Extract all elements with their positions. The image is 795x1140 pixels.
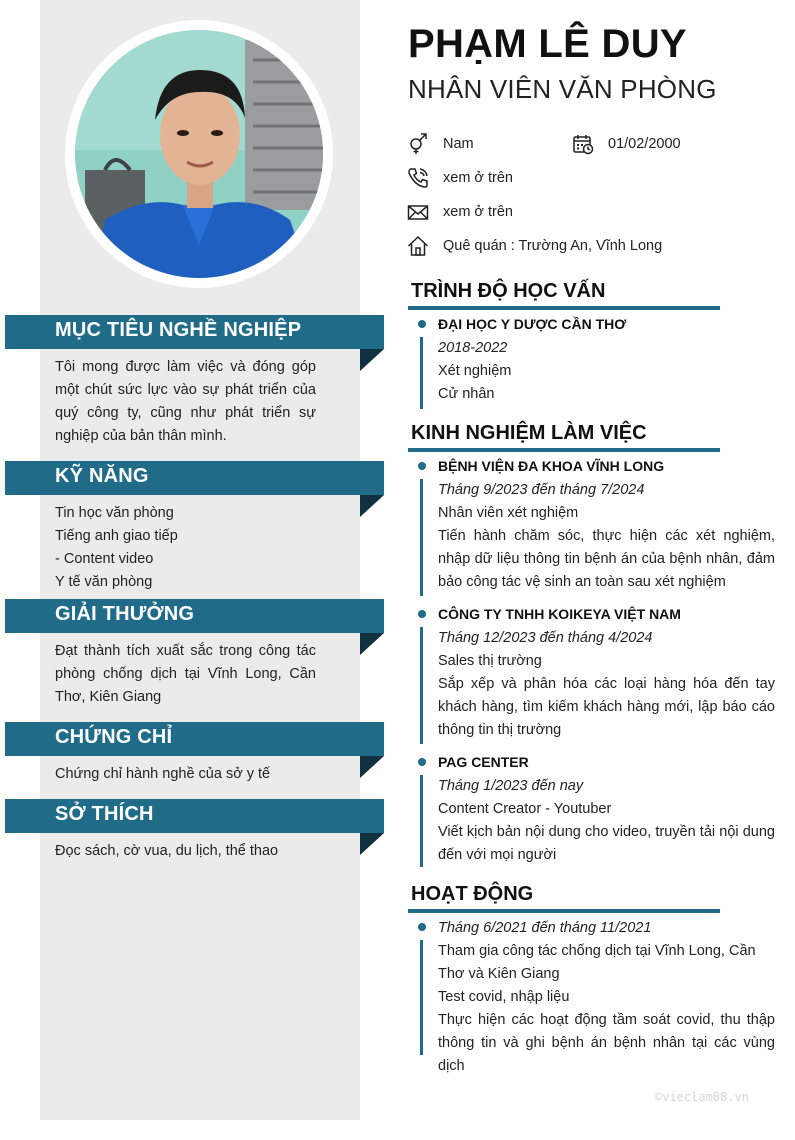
section-rule <box>408 448 720 452</box>
experience-period: Tháng 12/2023 đến tháng 4/2024 <box>438 630 653 646</box>
section-rule <box>408 306 720 310</box>
certificates-text: Chứng chỉ hành nghề của sở y tế <box>55 766 271 782</box>
ribbon-fold <box>360 495 384 517</box>
timeline-dot <box>418 610 426 618</box>
calendar-icon <box>572 133 594 155</box>
section-title-education: TRÌNH ĐỘ HỌC VẤN <box>411 280 606 302</box>
skill-item: Tin học văn phòng <box>55 505 174 521</box>
education-school: ĐẠI HỌC Y DƯỢC CẦN THƠ <box>438 316 627 332</box>
section-header-awards <box>5 599 384 633</box>
timeline-line <box>420 479 423 596</box>
ribbon-fold <box>360 833 384 855</box>
experience-period: Tháng 9/2023 đến tháng 7/2024 <box>438 482 645 498</box>
section-header-objective <box>5 315 384 349</box>
section-title-experience: KINH NGHIỆM LÀM VIỆC <box>411 422 647 444</box>
experience-description: Sắp xếp và phân hóa các loại hàng hóa đến tay khách hàng, tìm kiếm khách hàng mới, lập báo cáo thông tin thị trường <box>438 676 775 738</box>
phone-icon <box>407 167 429 189</box>
section-header-skills <box>5 461 384 495</box>
education-period: 2018-2022 <box>438 340 508 356</box>
hobbies-text: Đọc sách, cờ vua, du lịch, thể thao <box>55 843 279 859</box>
experience-position: Nhân viên xét nghiệm <box>438 505 579 521</box>
timeline-dot <box>418 923 426 931</box>
timeline-dot <box>418 320 426 328</box>
mail-icon <box>407 201 429 223</box>
activity-line: Thực hiện các hoạt động tầm soát covid, thu thập thông tin và ghi bệnh án bệnh nhân tại các vùng dịch <box>438 1012 775 1074</box>
section-title-hobbies: SỞ THÍCH <box>55 803 154 825</box>
experience-description: Tiến hành chăm sóc, thực hiện các xét nghiệm, nhập dữ liệu thông tin bệnh án của bệnh nhân, đảm bảo công tác vệ sinh an toàn sau xét nghiệm <box>438 528 775 590</box>
timeline-dot <box>418 758 426 766</box>
experience-company: BỆNH VIỆN ĐA KHOA VĨNH LONG <box>438 458 665 474</box>
experience-position: Content Creator - Youtuber <box>438 801 612 817</box>
email-value: xem ở trên <box>443 204 513 220</box>
objective-text: Tôi mong được làm việc và đóng góp một chút sức lực vào sự phát triển của quý công ty, cũng như phát triển sự nghiệp của bản thân mình. <box>55 359 316 444</box>
ribbon-fold <box>360 633 384 655</box>
section-rule <box>408 909 720 913</box>
education-degree: Cử nhân <box>438 386 495 402</box>
activity-line: Tham gia công tác chống dịch tại Vĩnh Long, Cần Thơ và Kiên Giang <box>438 943 756 982</box>
timeline-line <box>420 337 423 409</box>
watermark: ©vieclam88.vn <box>655 1090 749 1104</box>
timeline-line <box>420 775 423 867</box>
section-header-hobbies <box>5 799 384 833</box>
experience-company: CÔNG TY TNHH KOIKEYA VIỆT NAM <box>438 606 681 622</box>
timeline-dot <box>418 462 426 470</box>
activity-line: Test covid, nhập liệu <box>438 989 570 1005</box>
section-header-certificates <box>5 722 384 756</box>
experience-description: Viết kịch bản nội dung cho video, truyền tải nội dung đến với mọi người <box>438 824 775 863</box>
avatar <box>75 30 323 278</box>
awards-text: Đạt thành tích xuất sắc trong công tác phòng chống dịch tại Vĩnh Long, Cần Thơ, Kiên Giang <box>55 643 316 705</box>
hometown-value: Quê quán : Trường An, Vĩnh Long <box>443 238 663 254</box>
candidate-name: PHẠM LÊ DUY <box>408 22 687 66</box>
education-major: Xét nghiệm <box>438 363 512 379</box>
section-title-skills: KỸ NĂNG <box>55 465 149 487</box>
ribbon-fold <box>360 756 384 778</box>
timeline-line <box>420 627 423 744</box>
ribbon-fold <box>360 349 384 371</box>
section-title-activities: HOẠT ĐỘNG <box>411 883 534 905</box>
skill-item: Y tế văn phòng <box>55 574 153 590</box>
section-title-certificates: CHỨNG CHỈ <box>55 726 173 748</box>
skill-item: Tiếng anh giao tiếp <box>55 528 178 544</box>
experience-period: Tháng 1/2023 đến nay <box>438 778 584 794</box>
gender-icon <box>407 133 429 155</box>
home-icon <box>407 235 429 257</box>
experience-position: Sales thị trường <box>438 653 542 669</box>
section-title-awards: GIẢI THƯỞNG <box>55 603 195 625</box>
activity-period: Tháng 6/2021 đến tháng 11/2021 <box>438 920 652 936</box>
skills-list <box>55 502 316 594</box>
timeline-line <box>420 940 423 1055</box>
skill-item: - Content video <box>55 551 154 567</box>
section-title-objective: MỤC TIÊU NGHỀ NGHIỆP <box>55 319 302 341</box>
gender-value: Nam <box>443 136 474 152</box>
phone-value: xem ở trên <box>443 170 513 186</box>
experience-company: PAG CENTER <box>438 754 529 770</box>
job-title: NHÂN VIÊN VĂN PHÒNG <box>408 74 717 104</box>
dob-value: 01/02/2000 <box>608 136 681 152</box>
